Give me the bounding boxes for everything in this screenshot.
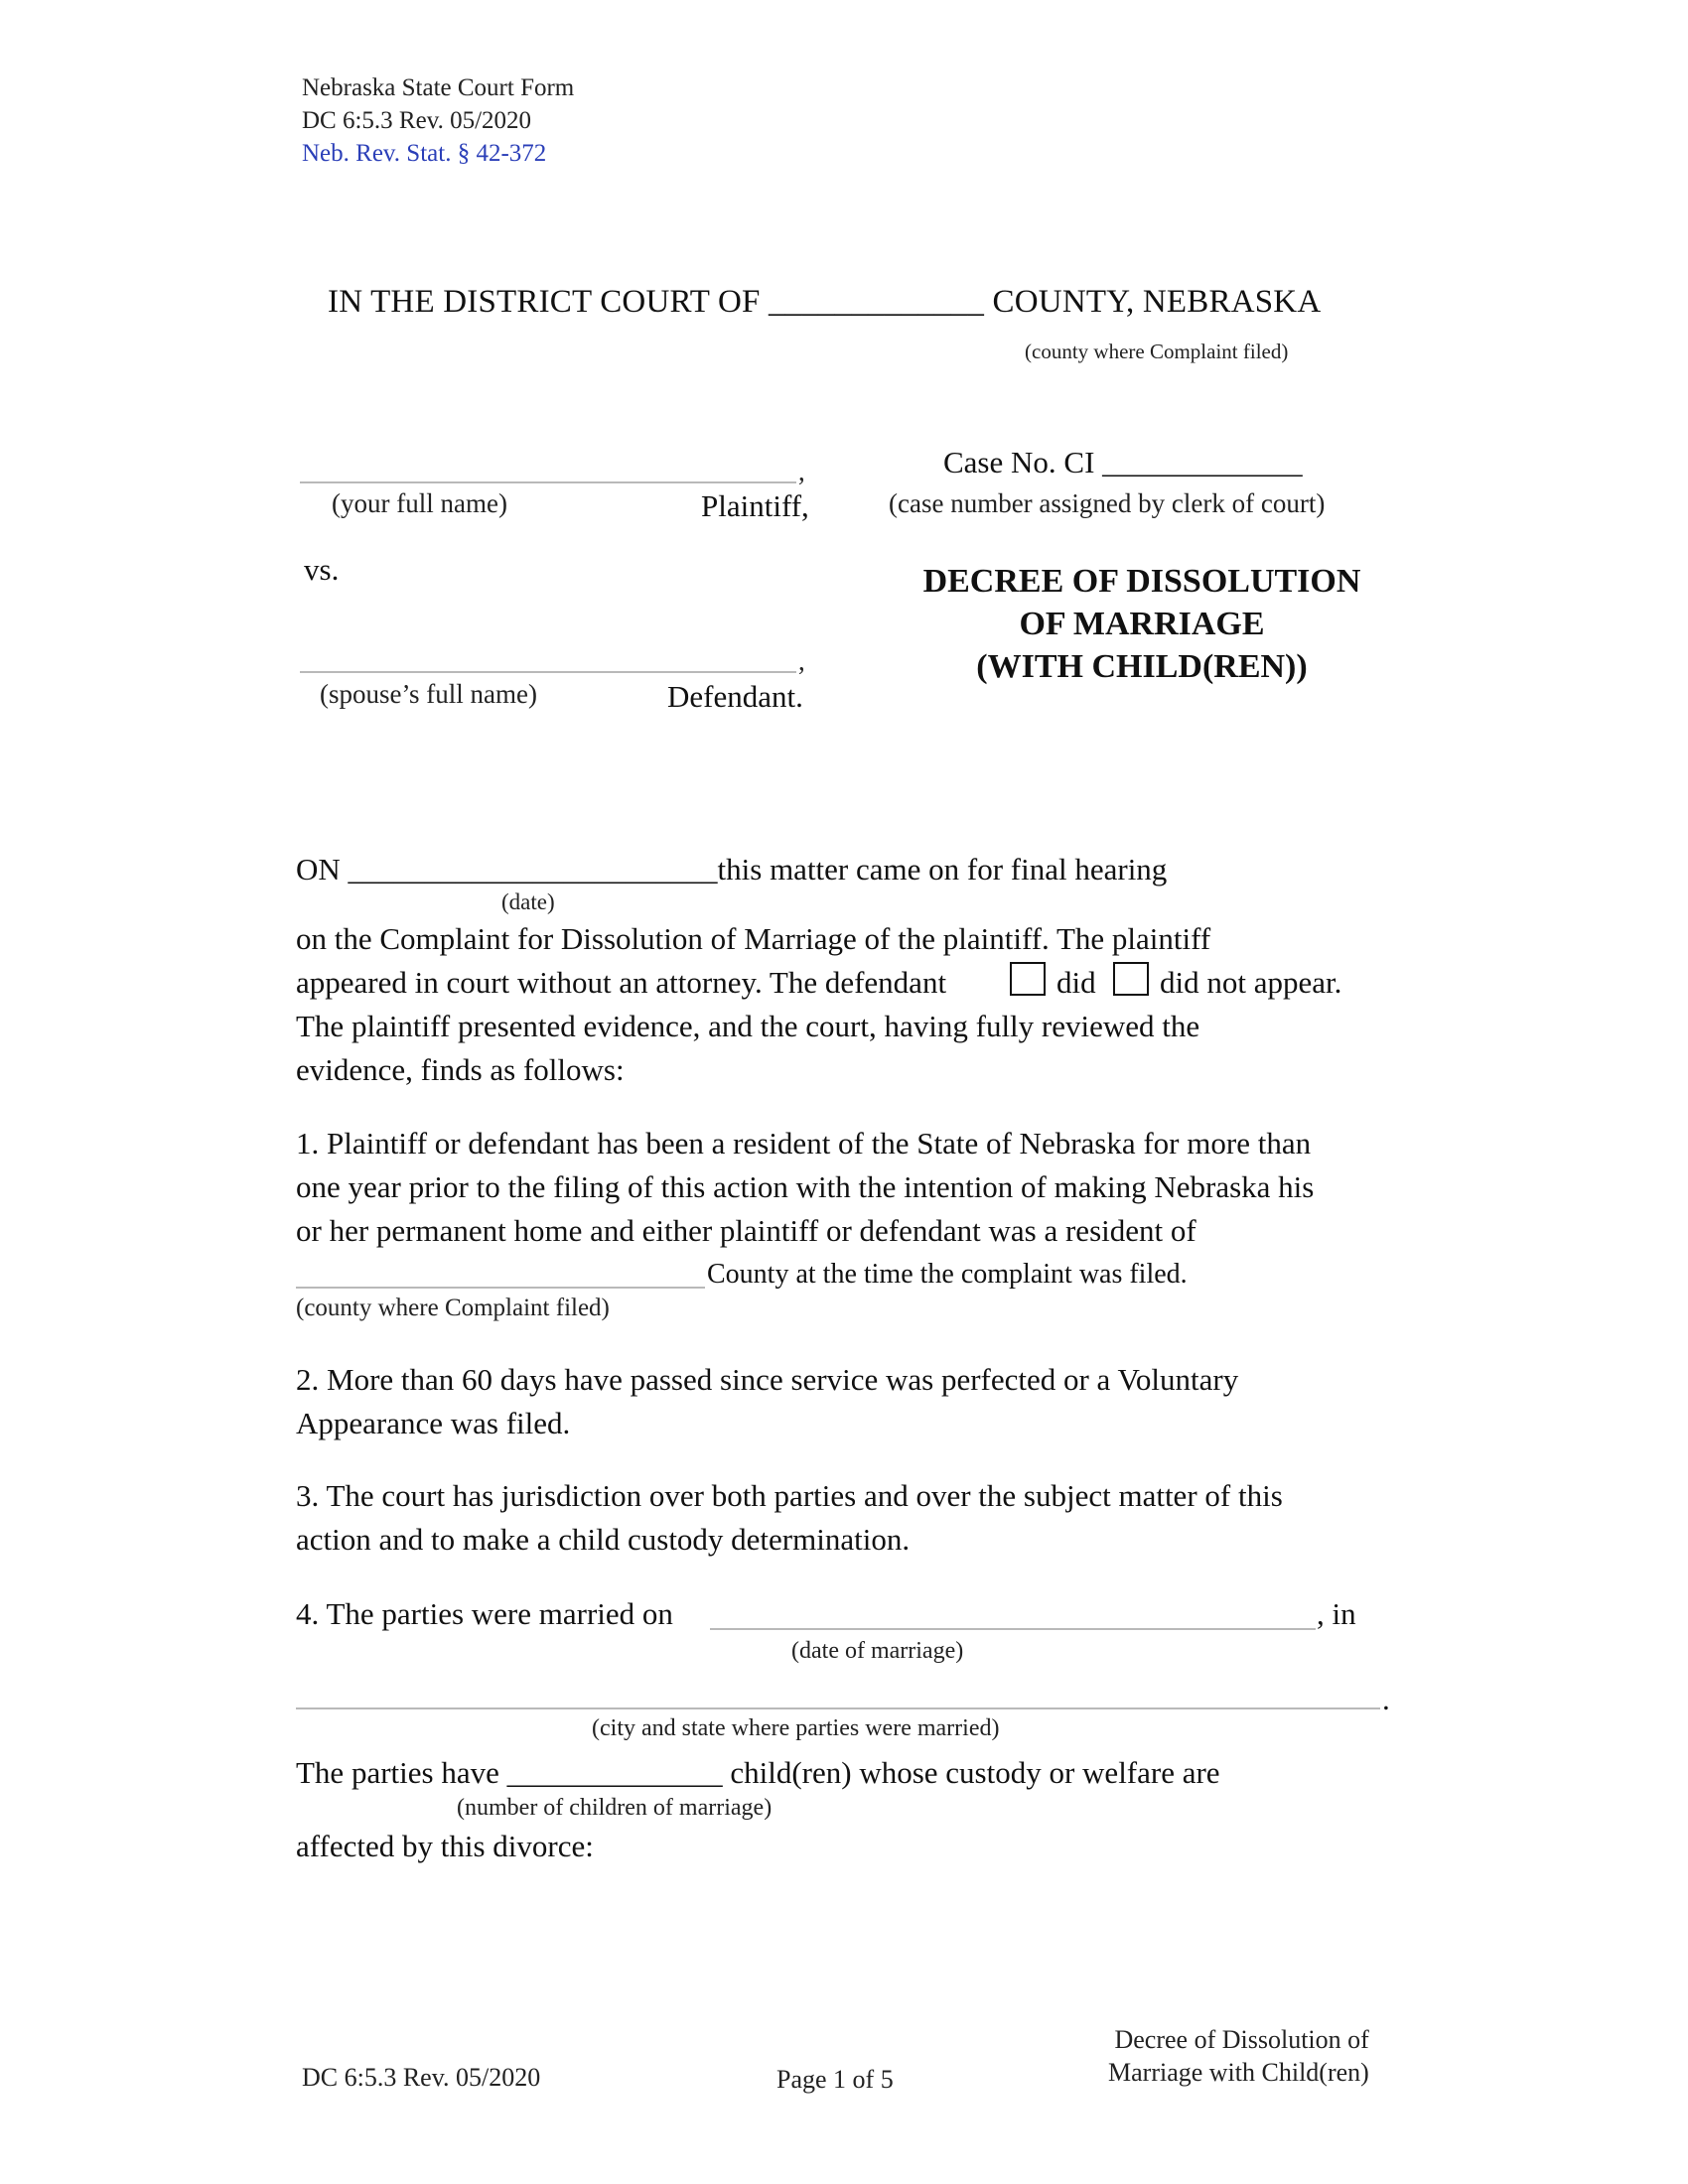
defendant-name-line[interactable]	[300, 671, 796, 673]
intro-line-5: evidence, finds as follows:	[296, 1052, 625, 1087]
hearing-text: this matter came on for final hearing	[717, 852, 1168, 887]
plaintiff-label: Plaintiff,	[701, 488, 809, 523]
did-not-appear-checkbox[interactable]	[1113, 962, 1149, 996]
finding-3-line-2: action and to make a child custody determination.	[296, 1522, 911, 1557]
county-blank[interactable]: _____________	[768, 284, 985, 320]
residence-county-hint: (county where Complaint filed)	[296, 1295, 610, 1321]
hearing-date-blank[interactable]: ________________________	[348, 852, 718, 887]
on-label: ON	[296, 852, 341, 887]
footer-form-id: DC 6:5.3 Rev. 05/2020	[302, 2063, 541, 2092]
finding-2-line-2: Appearance was filed.	[296, 1406, 571, 1440]
children-affected-line: affected by this divorce:	[296, 1829, 594, 1863]
finding-4-line-1	[296, 1592, 673, 1636]
finding-1-line-3: or her permanent home and either plaintiff or defendant was a resident of	[296, 1213, 1196, 1248]
plaintiff-name-line[interactable]	[300, 481, 796, 483]
children-post: child(ren) whose custody or welfare are	[730, 1755, 1220, 1790]
did-appear-checkbox[interactable]	[1010, 962, 1046, 996]
children-line	[296, 1751, 1220, 1795]
footer-title-line-2: Marriage with Child(ren)	[1108, 2058, 1369, 2087]
title-line-1: DECREE OF DISSOLUTION	[922, 563, 1361, 600]
children-count-hint: (number of children of marriage)	[457, 1795, 773, 1821]
marriage-date-hint: (date of marriage)	[791, 1638, 964, 1664]
court-heading	[328, 284, 1321, 321]
finding-2-line-1: 2. More than 60 days have passed since service was perfected or a Voluntary	[296, 1362, 1239, 1397]
footer-page-number: Page 1 of 5	[776, 2065, 894, 2094]
did-not-option-label: did not appear.	[1160, 965, 1342, 1000]
county-hint: (county where Complaint filed)	[1025, 340, 1289, 363]
marriage-date-text: 4. The parties were married on	[296, 1596, 673, 1631]
defendant-appearance-text: appeared in court without an attorney. The defendant	[296, 965, 947, 1000]
document-title	[894, 560, 1390, 688]
title-line-3: (WITH CHILD(REN))	[976, 648, 1308, 685]
case-number-label: Case No. CI	[943, 445, 1095, 479]
defendant-label: Defendant.	[667, 679, 803, 714]
hearing-date-line	[296, 848, 1167, 891]
intro-line-4: The plaintiff presented evidence, and the court, having fully reviewed the	[296, 1009, 1200, 1043]
marriage-date-line[interactable]	[710, 1628, 1316, 1630]
case-number	[943, 445, 1303, 480]
court-prefix: IN THE DISTRICT COURT OF	[328, 284, 761, 320]
marriage-place-period: .	[1382, 1682, 1390, 1716]
footer-title-line-1: Decree of Dissolution of	[1114, 2025, 1369, 2054]
residence-county-line[interactable]	[296, 1287, 705, 1289]
marriage-in-text: , in	[1317, 1596, 1356, 1631]
intro-line-3	[296, 961, 946, 1005]
plaintiff-comma: ,	[798, 457, 805, 486]
case-number-blank[interactable]: _____________	[1102, 445, 1303, 479]
case-number-hint: (case number assigned by clerk of court)	[889, 488, 1326, 518]
intro-line-2: on the Complaint for Dissolution of Marriage of the plaintiff. The plaintiff	[296, 921, 1211, 956]
did-option-label: did	[1056, 965, 1096, 1000]
children-count-blank[interactable]: ______________	[506, 1755, 723, 1790]
children-pre: The parties have	[296, 1755, 499, 1790]
hearing-date-hint: (date)	[501, 889, 555, 914]
finding-1-line-4: County at the time the complaint was filed.	[707, 1259, 1188, 1290]
defendant-name-hint: (spouse’s full name)	[320, 679, 537, 709]
form-id: DC 6:5.3 Rev. 05/2020	[302, 107, 532, 134]
form-name: Nebraska State Court Form	[302, 74, 575, 101]
title-line-2: OF MARRIAGE	[1019, 606, 1265, 642]
defendant-comma: ,	[798, 646, 805, 676]
court-suffix: COUNTY, NEBRASKA	[992, 284, 1322, 320]
footer-document-title	[1108, 2023, 1369, 2089]
statute-link[interactable]: Neb. Rev. Stat. § 42-372	[302, 140, 547, 167]
finding-3-line-1: 3. The court has jurisdiction over both parties and over the subject matter of this	[296, 1478, 1283, 1513]
marriage-place-line[interactable]	[296, 1707, 1380, 1709]
finding-1-line-2: one year prior to the filing of this action with the intention of making Nebraska his	[296, 1169, 1315, 1204]
marriage-place-hint: (city and state where parties were married)	[592, 1715, 1000, 1741]
plaintiff-name-hint: (your full name)	[332, 488, 507, 518]
finding-1-line-1: 1. Plaintiff or defendant has been a resident of the State of Nebraska for more than	[296, 1126, 1312, 1160]
versus: vs.	[304, 552, 340, 587]
